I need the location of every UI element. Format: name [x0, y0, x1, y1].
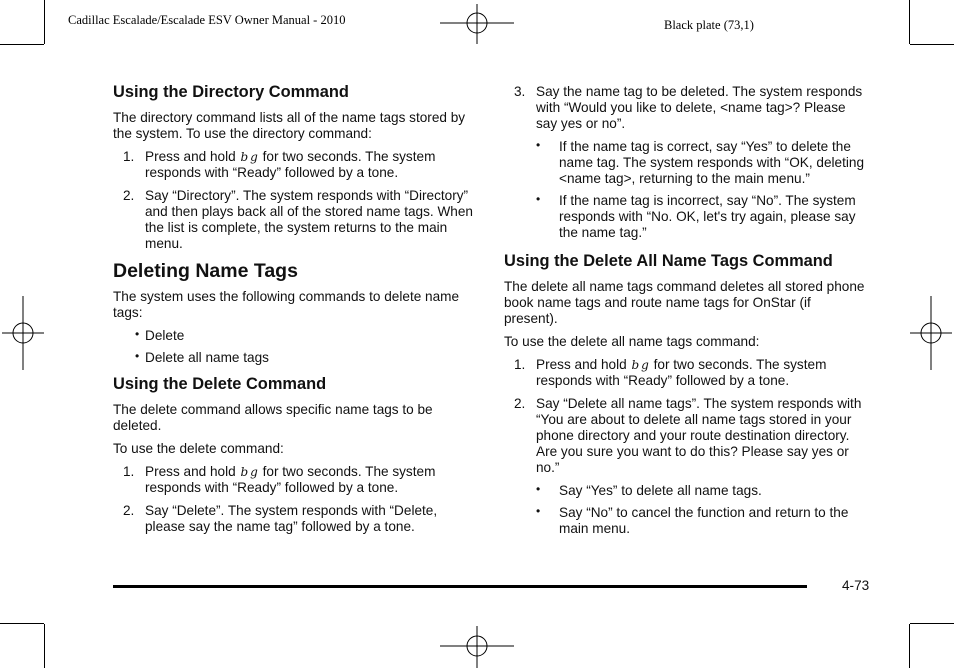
bullet-list [504, 139, 868, 241]
bullet-icon: • [536, 192, 541, 206]
list-item [113, 503, 475, 535]
bullet-text: Say “Yes” to delete all name tags. [559, 483, 762, 498]
numbered-list [504, 357, 868, 476]
registration-mark-icon [440, 4, 514, 44]
paragraph: The directory command lists all of the name tags stored by the system. To use the directory command: [113, 110, 466, 141]
bullet-list [113, 328, 475, 366]
list-item [113, 328, 475, 344]
step-number: 3. [514, 84, 526, 99]
step-number: 2. [514, 396, 526, 411]
crop-mark [910, 623, 954, 624]
bullet-icon: • [536, 138, 541, 152]
chapter-heading: Deleting Name Tags [113, 260, 298, 282]
list-item [504, 396, 868, 476]
step-text: for two seconds. The system responds with “Ready” followed by a tone. [145, 149, 436, 180]
section-title: Using the Delete Command [113, 375, 327, 393]
step-text: Say “Delete”. The system responds with “Delete, please say the name tag” followed by a tone. [145, 503, 438, 534]
section-title: Using the Directory Command [113, 83, 349, 101]
list-item [113, 350, 475, 366]
page-number: 4-73 [842, 578, 870, 593]
step-text: for two seconds. The system responds with “Ready” followed by a tone. [536, 357, 827, 388]
step-text: Press and hold [145, 464, 236, 479]
paragraph: The system uses the following commands to delete name tags: [113, 289, 460, 320]
paragraph: The delete command allows specific name tags to be deleted. [113, 402, 433, 433]
list-item [504, 84, 868, 132]
plate-label: Black plate (73,1) [664, 18, 754, 32]
numbered-list [113, 464, 475, 535]
step-number: 1. [123, 464, 135, 479]
list-item [504, 193, 868, 241]
registration-mark-icon [910, 296, 952, 370]
left-column [113, 82, 475, 542]
step-number: 1. [123, 149, 135, 164]
section-title: Using the Delete All Name Tags Command [504, 252, 833, 270]
bullet-icon: • [135, 327, 140, 341]
bullet-text: Say “No” to cancel the function and return to the main menu. [559, 505, 849, 536]
list-item [113, 188, 475, 252]
step-text: Press and hold [536, 357, 627, 372]
step-number: 2. [123, 188, 135, 203]
bullet-icon: • [536, 504, 541, 518]
step-text: Say “Delete all name tags”. The system responds with “You are about to delete all name tags stored in your phone directory and your route destination directory. Are you sure you want to do this? Please say yes or no.” [536, 396, 862, 475]
numbered-list [504, 84, 868, 132]
footer-rule [113, 585, 807, 588]
bullet-text: If the name tag is incorrect, say “No”. The system responds with “No. OK, let's try again, please say the name tag.” [559, 193, 856, 240]
voice-command-icon: g [641, 358, 649, 372]
crop-mark [0, 44, 44, 45]
numbered-list [113, 149, 475, 252]
crop-mark [44, 0, 45, 44]
list-item [113, 464, 475, 496]
voice-command-icon: g [250, 465, 258, 479]
crop-mark [910, 44, 954, 45]
bullet-list [504, 483, 868, 537]
paragraph: To use the delete command: [113, 441, 284, 456]
right-column [504, 84, 868, 543]
step-number: 2. [123, 503, 135, 518]
bullet-icon: • [536, 482, 541, 496]
paragraph: To use the delete all name tags command: [504, 334, 760, 349]
crop-mark [0, 623, 44, 624]
step-text: Say “Directory”. The system responds with “Directory” and then plays back all of the stored name tags. When the list is complete, the system returns to the main menu. [145, 188, 473, 251]
voice-command-icon: g [250, 150, 258, 164]
bullet-text: If the name tag is correct, say “Yes” to delete the name tag. The system responds with “OK, deleting <name tag>, returning to the main menu.” [559, 139, 865, 186]
running-header: Cadillac Escalade/Escalade ESV Owner Manual - 2010 [68, 13, 346, 27]
handset-icon: b [240, 150, 249, 164]
crop-mark [909, 0, 910, 44]
bullet-text: Delete all name tags [145, 350, 269, 365]
handset-icon: b [240, 465, 249, 479]
crop-mark [909, 624, 910, 668]
step-text: Press and hold [145, 149, 236, 164]
list-item [504, 357, 868, 389]
crop-mark [44, 624, 45, 668]
step-number: 1. [514, 357, 526, 372]
list-item [504, 139, 868, 187]
list-item [504, 483, 868, 499]
bullet-text: Delete [145, 328, 185, 343]
list-item [113, 149, 475, 181]
bullet-icon: • [135, 349, 140, 363]
registration-mark-icon [440, 626, 514, 668]
registration-mark-icon [2, 296, 44, 370]
step-text: Say the name tag to be deleted. The system responds with “Would you like to delete, <name tag>? Please say yes or no”. [536, 84, 863, 131]
paragraph: The delete all name tags command deletes all stored phone book name tags and route name tags for OnStar (if present). [504, 279, 865, 326]
handset-icon: b [631, 358, 640, 372]
list-item [504, 505, 868, 537]
step-text: for two seconds. The system responds with “Ready” followed by a tone. [145, 464, 436, 495]
